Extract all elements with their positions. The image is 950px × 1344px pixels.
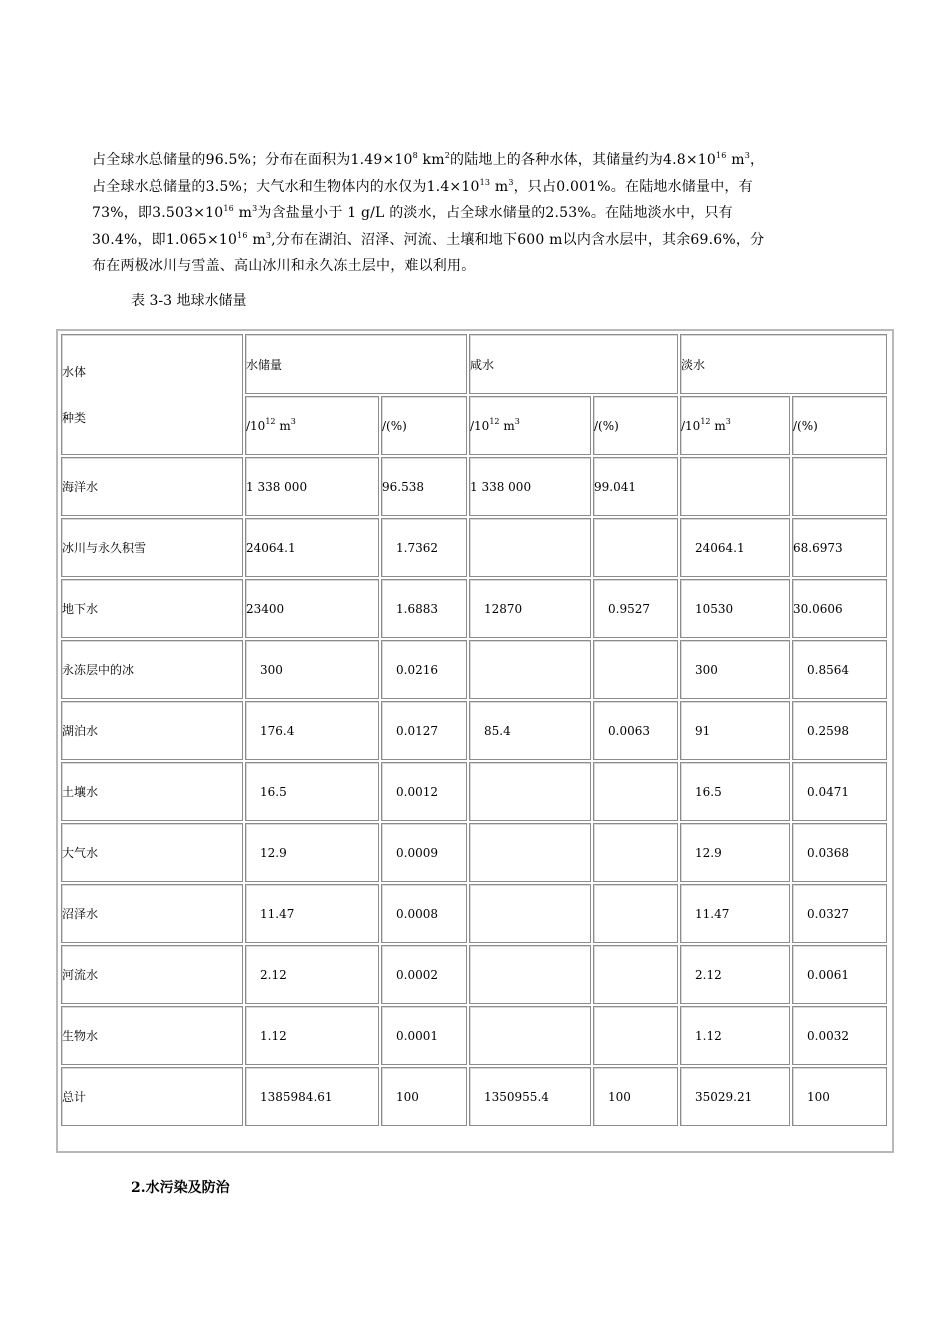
total-percent: 0.0012: [381, 762, 467, 821]
unit-text: /10: [470, 418, 490, 433]
fresh-volume: 300: [680, 640, 790, 699]
table-row: [61, 823, 887, 882]
total-percent: 0.0001: [381, 1006, 467, 1065]
fresh-volume: 2.12: [680, 945, 790, 1004]
unit-text: m: [710, 418, 726, 433]
unit-volume: [245, 396, 379, 455]
paragraph-line-5: 布在两极冰川与雪盖、高山冰川和永久冻土层中，难以利用。: [92, 258, 476, 274]
text-run: ，只占0.001%。在陆地水储量中，有: [513, 178, 753, 195]
salt-volume: [469, 884, 591, 943]
paragraph-line-2: [92, 174, 865, 201]
fresh-volume: 24064.1: [680, 518, 790, 577]
unit-text: /10: [681, 418, 701, 433]
fresh-volume: [680, 457, 790, 516]
unit-exponent: 3: [514, 416, 520, 426]
row-name: 土壤水: [61, 762, 243, 821]
salt-percent: [593, 640, 678, 699]
total-percent: 96.538: [381, 457, 467, 516]
text-run: 30.4%，即1.065×10: [92, 231, 238, 248]
text-run: 占全球水总储量的3.5%；大气水和生物体内的水仅为1.4×10: [92, 178, 480, 195]
text-run: 占全球水总储量的96.5%；分布在面积为1.49×10: [92, 152, 413, 168]
header-water-body-line1: 水体: [62, 364, 87, 379]
fresh-percent: 68.6973: [792, 518, 887, 577]
superscript: 16: [223, 204, 234, 213]
salt-percent: [593, 1006, 678, 1065]
salt-volume: [469, 640, 591, 699]
unit-exponent: 3: [725, 416, 731, 426]
paragraph-line-1: [92, 147, 865, 174]
superscript: 2: [444, 151, 450, 160]
table-row: [61, 1006, 887, 1065]
row-name: 地下水: [61, 579, 243, 638]
table-row: [61, 640, 887, 699]
paragraph-line-3: [92, 200, 865, 227]
unit-percent: /(%): [792, 396, 887, 455]
salt-percent: 0.0063: [593, 701, 678, 760]
superscript: 8: [412, 151, 418, 160]
fresh-volume: 16.5: [680, 762, 790, 821]
fresh-percent: 30.0606: [792, 579, 887, 638]
total-volume: 1 338 000: [245, 457, 379, 516]
salt-percent: [593, 823, 678, 882]
unit-text: m: [275, 418, 291, 433]
table-row: [61, 579, 887, 638]
fresh-volume: 91: [680, 701, 790, 760]
total-volume: 1.12: [245, 1006, 379, 1065]
fresh-percent: 0.0327: [792, 884, 887, 943]
total-volume: 2.12: [245, 945, 379, 1004]
row-name: 河流水: [61, 945, 243, 1004]
unit-percent: /(%): [381, 396, 467, 455]
fresh-percent: [792, 457, 887, 516]
salt-volume: 1 338 000: [469, 457, 591, 516]
salt-volume: [469, 823, 591, 882]
header-water-body-line2: 种类: [62, 410, 87, 425]
text-run: m: [247, 231, 266, 248]
row-name: 冰川与永久积雪: [61, 518, 243, 577]
superscript: 3: [744, 151, 751, 160]
unit-exponent: 12: [265, 416, 276, 426]
table-row: [61, 945, 887, 1004]
header-total-storage: 水储量: [245, 334, 467, 394]
superscript: 3: [265, 230, 272, 240]
text-run: 的陆地上的各种水体，其储量约为4.8×10: [450, 152, 717, 168]
text-run: ，: [750, 152, 765, 168]
text-run: m: [490, 178, 509, 195]
salt-percent: [593, 945, 678, 1004]
salt-volume: 85.4: [469, 701, 591, 760]
water-storage-table: [59, 332, 889, 1128]
total-volume: 11.47: [245, 884, 379, 943]
total-volume: 12.9: [245, 823, 379, 882]
total-volume: 16.5: [245, 762, 379, 821]
total-percent: 100: [381, 1067, 467, 1126]
total-percent: 1.6883: [381, 579, 467, 638]
total-percent: 0.0216: [381, 640, 467, 699]
header-fresh-water: 淡水: [680, 334, 887, 394]
unit-volume: [469, 396, 591, 455]
section-heading: 2.水污染及防治: [131, 1180, 230, 1196]
salt-volume: [469, 1006, 591, 1065]
superscript: 16: [237, 230, 248, 240]
salt-volume: [469, 518, 591, 577]
superscript: 3: [508, 177, 514, 187]
body-paragraph: [92, 147, 865, 280]
unit-text: /10: [246, 418, 266, 433]
salt-percent: [593, 762, 678, 821]
salt-percent: 99.041: [593, 457, 678, 516]
table-row-total: [61, 1067, 887, 1126]
row-name: 大气水: [61, 823, 243, 882]
fresh-percent: 0.2598: [792, 701, 887, 760]
text-run: km: [417, 152, 445, 168]
text-run: m: [726, 152, 745, 168]
table-row: [61, 762, 887, 821]
row-name: 永冻层中的冰: [61, 640, 243, 699]
total-volume: 176.4: [245, 701, 379, 760]
total-volume: 1385984.61: [245, 1067, 379, 1126]
unit-volume: [680, 396, 790, 455]
total-percent: 0.0127: [381, 701, 467, 760]
unit-exponent: 12: [700, 416, 711, 426]
text-run: ,分布在湖泊、沼泽、河流、土壤和地下600 m以内含水层中，其余69.6%，分: [271, 231, 765, 248]
fresh-percent: 0.8564: [792, 640, 887, 699]
water-storage-table-frame: [56, 329, 894, 1153]
salt-volume: [469, 762, 591, 821]
table-row: [61, 457, 887, 516]
table-row: [61, 884, 887, 943]
fresh-volume: 1.12: [680, 1006, 790, 1065]
unit-exponent: 3: [290, 416, 296, 426]
table-row: [61, 701, 887, 760]
text-run: 73%，即3.503×10: [92, 205, 224, 221]
salt-volume: [469, 945, 591, 1004]
unit-percent: /(%): [593, 396, 678, 455]
salt-volume: 12870: [469, 579, 591, 638]
superscript: 16: [716, 151, 727, 160]
fresh-percent: 0.0471: [792, 762, 887, 821]
unit-exponent: 12: [489, 416, 500, 426]
total-percent: 0.0008: [381, 884, 467, 943]
fresh-volume: 35029.21: [680, 1067, 790, 1126]
total-percent: 0.0009: [381, 823, 467, 882]
text-run: m: [233, 205, 253, 221]
fresh-percent: 0.0061: [792, 945, 887, 1004]
salt-percent: 100: [593, 1067, 678, 1126]
table-caption: 表 3-3 地球水储量: [131, 293, 247, 309]
header-salt-water: 咸水: [469, 334, 678, 394]
salt-volume: 1350955.4: [469, 1067, 591, 1126]
salt-percent: [593, 884, 678, 943]
text-run: 为含盐量小于 1 g/L 的淡水，占全球水储量的2.53%。在陆地淡水中，只有: [257, 205, 733, 221]
total-volume: 300: [245, 640, 379, 699]
salt-percent: [593, 518, 678, 577]
fresh-volume: 11.47: [680, 884, 790, 943]
row-name: 总计: [61, 1067, 243, 1126]
superscript: 13: [479, 177, 491, 187]
row-name: 海洋水: [61, 457, 243, 516]
fresh-volume: 12.9: [680, 823, 790, 882]
total-volume: 24064.1: [245, 518, 379, 577]
header-water-body: [61, 334, 243, 455]
row-name: 沼泽水: [61, 884, 243, 943]
total-percent: 1.7362: [381, 518, 467, 577]
total-percent: 0.0002: [381, 945, 467, 1004]
fresh-percent: 0.0368: [792, 823, 887, 882]
fresh-volume: 10530: [680, 579, 790, 638]
fresh-percent: 0.0032: [792, 1006, 887, 1065]
salt-percent: 0.9527: [593, 579, 678, 638]
superscript: 3: [252, 204, 258, 213]
table-row: [61, 518, 887, 577]
unit-text: m: [499, 418, 515, 433]
fresh-percent: 100: [792, 1067, 887, 1126]
row-name: 生物水: [61, 1006, 243, 1065]
paragraph-line-4: [92, 227, 865, 254]
total-volume: 23400: [245, 579, 379, 638]
row-name: 湖泊水: [61, 701, 243, 760]
